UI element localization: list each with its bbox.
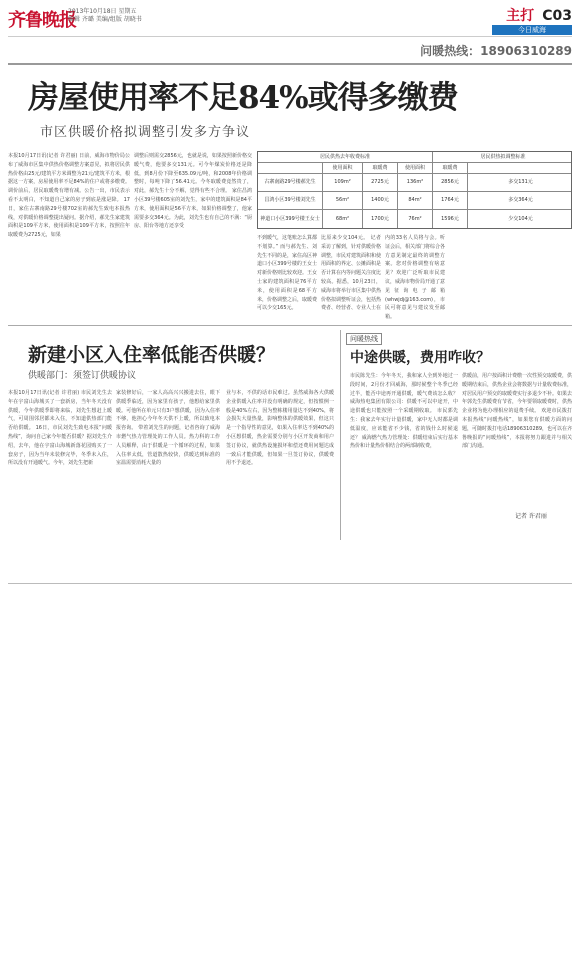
- table-cell: 2856元: [433, 174, 468, 191]
- masthead: [8, 5, 572, 37]
- article1-column-3: 不到暖气，这笔账怎么算都不划算。” 而与郝先生、刘先生不同的是，家住高区神道口小区399号楼的王女士对新价格则比较欢迎。王女士家的建筑面积是76平方米，使用面积是68平方米，价格调整之后，取暖费可以少交165元。: [257, 235, 318, 312]
- issue-editors: 编辑 齐璐 美编/组版 胡晓书: [68, 16, 142, 23]
- table-row: [258, 210, 571, 228]
- table-cell: 多交131元: [508, 179, 533, 185]
- section-divider: [8, 325, 572, 326]
- table-row: [258, 192, 571, 210]
- hotline: 问暖热线：18906310289: [420, 44, 572, 58]
- table-header: [468, 163, 573, 173]
- table-title-left: 居民供热去年收费标准: [258, 152, 433, 162]
- section-title: [506, 8, 537, 24]
- article1-column-2: 调整后则需交2856元，也就是说，如果按照新价格交暖气费，他要多交131元。可今年煤炭价格还是降低，到8月份下降至635.09元/吨，和2008年价格调整时，每吨下降了56.41元。今冬取暖费竟然贵了，对此，郝先生十分不解，觉得有些不合理。 家住昌鸿小区39号楼605室的刘先生，家中的建筑面积是84平方米，使用面积是56平方米，如果价格调整了，他家需要多交364元。为此，刘先生也有自己的不满：“厨房、阳台等地方还享受: [134, 153, 252, 230]
- page-number: C03: [542, 8, 572, 24]
- table-header: 使用面积: [398, 163, 433, 173]
- article1-column-5: 内的33名人员将与会。听证会后，相关部门将综合各方意见制定最终的调整方案。您对价格调整有啥意见？欢迎广泛听取市民建议，威海市物价局开通了意见征询电子邮箱(whwjdj@163.com)，市民可将意见与建议发至邮箱。: [385, 235, 446, 321]
- table-header-row: [258, 163, 571, 174]
- table-title-row: [258, 152, 571, 163]
- hotline-box-tag: 问暖热线: [346, 333, 382, 345]
- article2-column-2: 家装修好后，一家人高高兴兴搬进去住，眼下供暖季临近，因为家里有孩子，他想给家里供暖。可他所在单元只有3户想供暖，因为入住率不够，他担心今年冬天供不上暖，所以致电本报咨询。 带着刘先生的问题，记者咨询了威海市燃气热力管理处的工作人员。热力科的工作人员解释，由于供暖是一个循环的过程，如果入住率太低，管道散热较快，供暖达到标准的室温需要消耗大量的: [116, 390, 220, 467]
- table-cell: 84m²: [398, 192, 433, 209]
- article1-column-1: 本报10月17日讯(记者 许君丽) 日前，威海市物价局公布了威海市区集中供热价格调整方案意见，拟将居民供热价格由25元/建筑平方米调整为21元/建筑平方米，根据这一方案，房屋使用率不足84%的住户或将多缴费。调价前后，居民取暖费有增有减。公告一出，市民表示看不太明白，不知道自己家的房子到底是涨是降。 17日，家住古寨南路29号楼702室的郝先生致电本报热线，对供暖价格调整提出疑问。据介绍，郝先生家建筑面积是109平方米，使用面积是109平方米，按照往年取暖费为2725元，如果: [8, 153, 130, 239]
- article2-subhead: 供暖部门：须签订供暖协议: [28, 371, 137, 381]
- table-header: 取暖费: [363, 163, 398, 173]
- table-cell: 古寨南路29号楼郝先生: [258, 174, 323, 191]
- hotline-box-column-1: 市民陈先生：今年冬天，我和家人全到外地过一段时间，2月份才回威海，那时候整个冬季已经过半，能否中途再开通供暖，暖气费该怎么收？ 威海热电集团有限公司：供暖不可以中途开，中途供暖也只能按照一个采暖期收取。 市民郭先生：我家去年实行计量供暖，家中无人时都是调低温度，应该能省不少钱，省的钱什么时候退还？ 威海燃气热力管理处：供暖结束后实行基本热价和计量热价相结合的两部制收费，: [350, 373, 458, 450]
- section-header: [506, 5, 572, 25]
- article1-column-4: 比原来少交104元。 记者采访了解到，针对供暖价格调整，市民对建筑面积和使用面积的界定、公摊面积是否计算在内等问题关注度比较高。据悉，10月23日，威海市将举行市区集中供热价格拟调整听证会，包括热费者、经营者、专业人士在: [321, 235, 382, 312]
- issue-meta: [68, 8, 208, 24]
- table-cell: 76m²: [398, 210, 433, 228]
- table-cell: 56m²: [323, 192, 363, 209]
- table-title-right: 居民供热拟调整标准: [480, 153, 526, 160]
- hotline-box-headline: 中途供暖，费用咋收？: [350, 350, 490, 366]
- table-cell: 多交364元: [508, 197, 533, 203]
- column-rule: [340, 330, 341, 540]
- article1-headline: 房屋使用率不足84%或得多缴费: [28, 80, 458, 116]
- table-row: [258, 174, 571, 192]
- article2-column-3: 业与本，不供的话市民难过。虽然威海各大供暖企业供暖入住率并没有明确的规定，但按惯例一般是40%左右，因为整栋楼用量达不到40%，将会损失大量热量，影响整体的供暖效果，但这只是一个指导性的意见，如果入住率达不到40%的小区想供暖，热企需要分别与小区开发商和用户签订协议，就供热设施损坏和偿还费用问题达成一致后才能供暖，但如果一旦签订协议，供暖费用不予退还。: [226, 390, 334, 467]
- table-cell: 1596元: [433, 210, 468, 228]
- hotline-box-signature: 记者 许君丽: [515, 513, 547, 520]
- newspaper-logo: 齐鲁晚报: [8, 10, 76, 31]
- article2-headline: 新建小区入住率低能否供暖？: [28, 344, 276, 366]
- issue-date: 2013年10月18日 星期五: [68, 8, 137, 15]
- table-cell: 109m²: [323, 174, 363, 191]
- table-cell: 神道口小区399号楼王女士: [258, 210, 323, 228]
- footer-rule: [8, 583, 572, 584]
- table-cell: 2725元: [363, 174, 398, 191]
- section-name: 主打: [506, 8, 535, 24]
- table-cell: 1400元: [363, 192, 398, 209]
- table-header: 取暖费: [433, 163, 468, 173]
- table-cell: 昌鸿小区39号楼刘先生: [258, 192, 323, 209]
- table-header: 使用面积: [323, 163, 363, 173]
- table-cell: 少交104元: [508, 215, 533, 222]
- hotline-box-column-2: 供暖前，用户按面积计费缴一次性预交取暖费，供暖期结束后，供热企业会将数据与计量收费标准，对居民用户预交的取暖费实行多退少不补。如果去年郭先生供暖费有节省，今年要领取暖费时，供热企业将为他办理相应的退费手续。 欢迎市民拨打本报热线“问暖热线”，如果您有供暖方面的问题，可随时拨打电话18906310289，也可以在齐鲁晚报的“问暖热线”，本报将努力跟进并与相关部门沟通。: [462, 373, 573, 450]
- article2-column-1: 本报10月17日讯(记者 许君丽) 市民刘先生去年在宇富山海城买了一套新房，当年冬天没有供暖，今年供暖季即将来临，刘先生想赶上暖气，可周围邻居都未入住，不知道供热部门能否给供暖。 16日，市民刘先生致电本报“问暖热线”，询问自己家今年能否供暖？据刘先生介绍，去年，他在宇富山海城新落花园购买了一套房子，因为当年未装修完毕，冬季未入住，所以没有开通暖气。今年，刘先生把新: [8, 390, 112, 467]
- table-cell: 1700元: [363, 210, 398, 228]
- table-header: [258, 163, 323, 173]
- table-cell: 1764元: [433, 192, 468, 209]
- heating-fee-table: [257, 151, 572, 229]
- article1-subhead: 市区供暖价格拟调整引发多方争议: [40, 125, 251, 140]
- table-cell: 136m²: [398, 174, 433, 191]
- table-cell: 68m²: [323, 210, 363, 228]
- section-tag: 今日威海: [492, 25, 572, 35]
- header-divider: [8, 63, 572, 65]
